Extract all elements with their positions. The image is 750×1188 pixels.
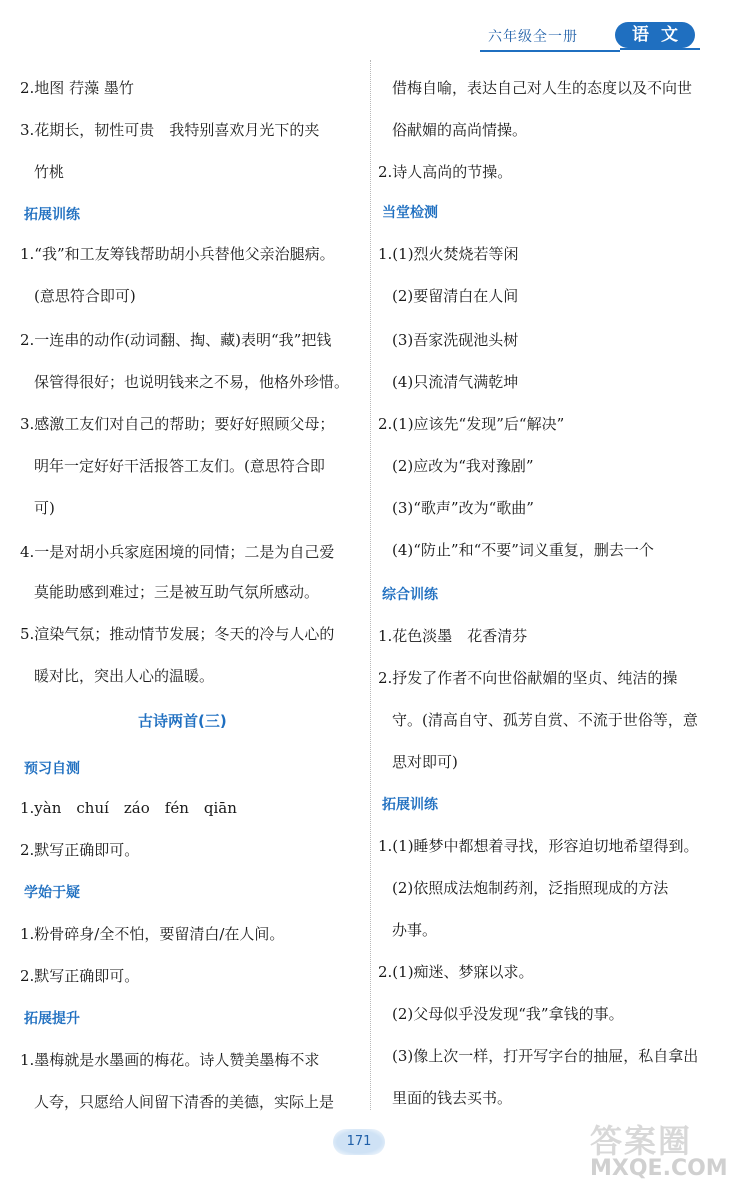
answer-line: (3)吾家洗砚池头树 — [392, 331, 519, 349]
section-heading-xueshi: 学始于疑 — [24, 885, 80, 901]
watermark-text: 答案圈 — [590, 1122, 693, 1160]
answer-line: 1.(1)睡梦中都想着寻找，形容迫切地希望得到。 — [378, 837, 699, 855]
answer-line: (3)“歌声”改为“歌曲” — [392, 499, 534, 517]
answer-line: 莫能助感到难过；三是被互助气氛所感动。 — [34, 583, 320, 601]
answer-line: 2.抒发了作者不向世俗献媚的坚贞、纯洁的操 — [378, 669, 678, 687]
answer-line: 2.默写正确即可。 — [20, 967, 140, 985]
answer-line: 明年一定好好干活报答工友们。(意思符合即 — [34, 457, 325, 475]
subject-badge: 语文 — [615, 22, 695, 48]
answer-line: (2)应改为“我对豫剧” — [392, 457, 534, 475]
answer-line: 借梅自喻，表达自己对人生的态度以及不向世 — [392, 79, 693, 97]
answer-line: 人夸，只愿给人间留下清香的美德，实际上是 — [34, 1093, 335, 1111]
answer-line: (4)只流清气满乾坤 — [392, 373, 519, 391]
answer-line: 可) — [34, 499, 55, 517]
answer-line: 2.诗人高尚的节操。 — [378, 163, 513, 181]
answer-line: (2)父母似乎没发现“我”拿钱的事。 — [392, 1005, 624, 1023]
page-header — [480, 22, 710, 52]
answer-line: 保管得很好；也说明钱来之不易，他格外珍惜。 — [34, 373, 350, 391]
answer-line: 1.花色淡墨 花香清芬 — [378, 627, 528, 645]
answer-line: 办事。 — [392, 921, 438, 939]
section-heading-tuozhan-2: 拓展训练 — [382, 797, 438, 813]
answer-line: 1.yàn chuí záo fén qiān — [20, 799, 237, 817]
answer-line: 守。(清高自守、孤芳自赏、不流于世俗等，意 — [392, 711, 698, 729]
answer-line: (2)依照成法炮制药剂，泛指照现成的方法 — [392, 879, 669, 897]
answer-line: 竹桃 — [34, 163, 65, 181]
answer-line: 1.“我”和工友筹钱帮助胡小兵替他父亲治腿病。 — [20, 245, 335, 263]
section-heading-yuxi: 预习自测 — [24, 761, 80, 777]
answer-line: 1.(1)烈火焚烧若等闲 — [378, 245, 519, 263]
answer-line: 暖对比，突出人心的温暖。 — [34, 667, 215, 685]
answer-line: 1.墨梅就是水墨画的梅花。诗人赞美墨梅不求 — [20, 1051, 320, 1069]
page-number: 171 — [333, 1129, 385, 1155]
header-rule-accent — [620, 48, 700, 50]
section-heading-dangtang: 当堂检测 — [382, 205, 438, 221]
answer-line: 2.默写正确即可。 — [20, 841, 140, 859]
answer-line: (2)要留清白在人间 — [392, 287, 519, 305]
watermark-url: MXQE.COM — [590, 1156, 728, 1181]
section-heading-zonghe: 综合训练 — [382, 587, 438, 603]
answer-line: 2.(1)痴迷、梦寐以求。 — [378, 963, 534, 981]
answer-line: 2.(1)应该先“发现”后“解决” — [378, 415, 565, 433]
answer-line: 里面的钱去买书。 — [392, 1089, 513, 1107]
answer-line: 3.花期长，韧性可贵 我特别喜欢月光下的夹 — [20, 121, 320, 139]
section-heading-tisheng: 拓展提升 — [24, 1011, 80, 1027]
answer-line: (3)像上次一样，打开写字台的抽屉，私自拿出 — [392, 1047, 699, 1065]
answer-line: 3.感激工友们对自己的帮助；要好好照顾父母； — [20, 415, 335, 433]
column-divider — [370, 60, 371, 1110]
answer-line: 1.粉骨碎身/全不怕，要留清白/在人间。 — [20, 925, 285, 943]
answer-line: 4.一是对胡小兵家庭困境的同情；二是为自己爱 — [20, 543, 335, 561]
header-rule — [480, 50, 620, 52]
answer-line: (意思符合即可) — [34, 287, 136, 305]
answer-line: 俗献媚的高尚情操。 — [392, 121, 528, 139]
answer-line: 2.地图 荇藻 墨竹 — [20, 79, 134, 97]
section-heading-tuozhan: 拓展训练 — [24, 207, 80, 223]
section-title: 古诗两首(三) — [138, 712, 227, 730]
answer-line: 2.一连串的动作(动词翻、掏、藏)表明“我”把钱 — [20, 331, 332, 349]
answer-line: 思对即可) — [392, 753, 458, 771]
grade-label: 六年级全一册 — [488, 29, 578, 45]
answer-line: (4)“防止”和“不要”词义重复，删去一个 — [392, 541, 654, 559]
watermark-logo — [590, 1108, 740, 1184]
answer-line: 5.渲染气氛；推动情节发展；冬天的冷与人心的 — [20, 625, 335, 643]
